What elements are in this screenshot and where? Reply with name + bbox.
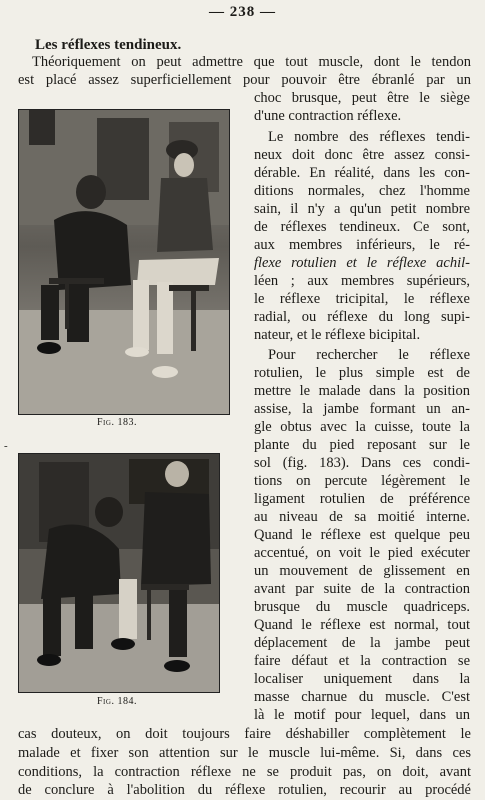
text-line: Quand le réflexe est quelque peu [254, 527, 470, 543]
figure-184-image [19, 454, 219, 692]
text-line: Quand le réflexe est normal, tout [254, 617, 470, 633]
text-line: malade et fixer son attention sur le muscle lui-même. Si, dans ces [18, 745, 471, 761]
text-line: radial, ou réflexe du long supi- [254, 309, 470, 325]
text-line: Pour rechercher le réflexe [268, 347, 470, 363]
figure-183-photo [18, 109, 230, 415]
figure-184-caption: Fig. 184. [97, 696, 137, 707]
text-line: là le motif pour lequel, dans un [254, 707, 470, 723]
text-line: Théoriquement on peut admettre que tout muscle, dont le tendon [32, 54, 471, 70]
text-line: léen ; aux membres supérieurs, [254, 273, 470, 289]
text-line: rotulien, le plus simple est de [254, 365, 470, 381]
text-line: nateur, et le réflexe bicipital. [254, 327, 421, 343]
text-line: brusque du muscle quadriceps. [254, 599, 470, 615]
text-line: cas douteux, on doit toujours faire déshabiller complètement le [18, 726, 471, 742]
text-line: est placé assez superficiellement pour pouvoir être ébranlé par un [18, 72, 471, 88]
text-line: plante du pied reposant sur le [254, 437, 470, 453]
text-line: mettre le malade dans la position [254, 383, 470, 399]
text-line: d'une contraction réflexe. [254, 108, 402, 124]
text-line: de réflexes tendineux. Ce sont, [254, 219, 470, 235]
text-line: un mouvement de glissement en [254, 563, 470, 579]
text-line: déplacement de la jambe peut [254, 635, 470, 651]
margin-mark: - [4, 440, 8, 452]
text-line: assise, la jambe formant un an- [254, 401, 470, 417]
text-line: Le nombre des réflexes tendi- [268, 129, 470, 145]
figure-183-image [19, 110, 229, 414]
text-line: au niveau de sa moitié interne. [254, 509, 470, 525]
text-line: ditions normales, chez l'homme [254, 183, 470, 199]
text-line: conditions, la contraction réflexe ne se produit pas, on doit, avant [18, 764, 471, 780]
text-line: sol (fig. 183). Dans ces condi- [254, 455, 470, 471]
text-line: accentué, on voit le pied exécuter [254, 545, 470, 561]
text-line: dérable. En réalité, dans les con- [254, 165, 470, 181]
text-line: aux membres inférieurs, le ré- [254, 237, 470, 253]
text-line: ligament rotulien de préférence [254, 491, 470, 507]
text-line: avant par suite de la contraction [254, 581, 470, 597]
text-line: flexe rotulien et le réflexe achil- [254, 255, 470, 271]
text-line: sain, il n'y a qu'un petit nombre [254, 201, 470, 217]
section-heading: Les réflexes tendineux. [35, 37, 182, 53]
text-line: faire défaut et la contraction se [254, 653, 470, 669]
text-line: choc brusque, peut être le siège [254, 90, 470, 106]
figure-183-caption: Fig. 183. [97, 417, 137, 428]
text-line: le réflexe tricipital, le réflexe [254, 291, 470, 307]
text-line: gle obtus avec la cuisse, toute la [254, 419, 470, 435]
text-line: neux doit donc être assez consi- [254, 147, 470, 163]
figure-184-photo [18, 453, 220, 693]
page-number: — 238 — [209, 4, 276, 20]
text-line: masse charnue du muscle. C'est [254, 689, 470, 705]
text-line: de conclure à l'abolition du réflexe rotulien, recourir au procédé [18, 782, 471, 798]
text-line: localiser uniquement dans la [254, 671, 470, 687]
text-line: tions on percute légèrement le [254, 473, 470, 489]
